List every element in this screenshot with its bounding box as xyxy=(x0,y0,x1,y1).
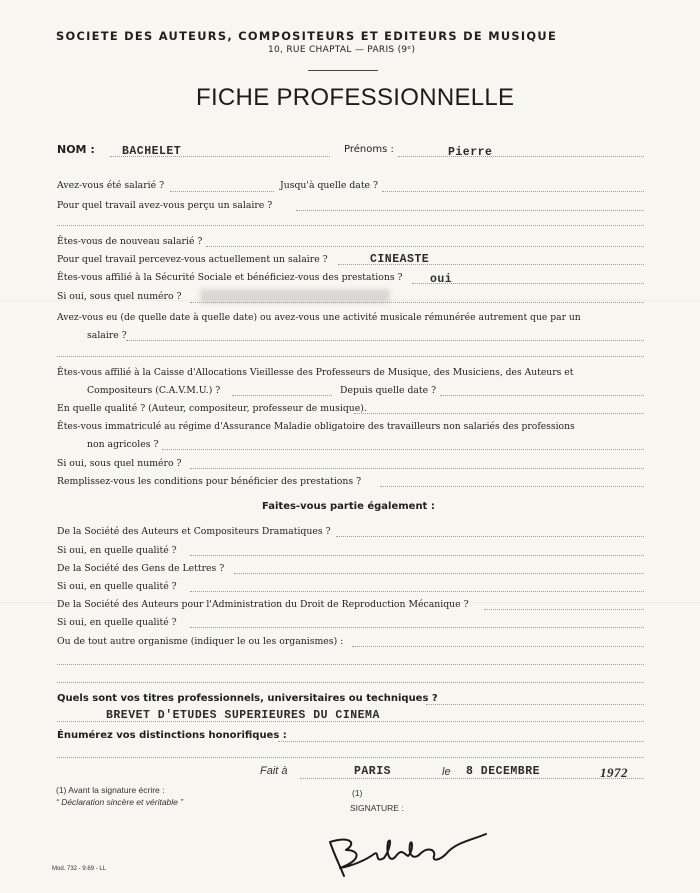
handwritten-signature xyxy=(300,820,490,880)
q-sgdl: De la Société des Gens de Lettres ? xyxy=(57,563,225,574)
nom-value: BACHELET xyxy=(122,145,182,158)
q-sdrm: De la Société des Auteurs pour l'Administration du Droit de Reproduction Mécanique ? xyxy=(57,599,469,610)
year-value: 1972 xyxy=(600,765,628,780)
prenoms-label: Prénoms : xyxy=(344,144,394,155)
q-activite-musicale-salaire: salaire ? xyxy=(87,330,127,341)
society-address: 10, RUE CHAPTAL — PARIS (9ᵉ) xyxy=(268,45,416,55)
society-name: SOCIETE DES AUTEURS, COMPOSITEURS ET EDITEURS DE MUSIQUE xyxy=(56,29,558,43)
form-reference: Mod. 732 - 9.69 - LL xyxy=(52,866,107,872)
q-sacd: De la Société des Auteurs et Compositeurs Dramatiques ? xyxy=(57,526,331,537)
fait-a-label: Fait à xyxy=(260,765,288,777)
q-prestations: Remplissez-vous les conditions pour bénéficier des prestations ? xyxy=(57,476,362,487)
q-travail-salaire: Pour quel travail avez-vous perçu un salaire ? xyxy=(57,200,273,211)
q-securite-sociale: Êtes-vous affilié à la Sécurité Sociale et bénéficiez-vous des prestations ? xyxy=(57,272,403,283)
q-qualite: En quelle qualité ? (Auteur, compositeur, professeur de musique). xyxy=(57,403,367,414)
q-travail-actuel: Pour quel travail percevez-vous actuellement un salaire ? xyxy=(57,254,328,265)
note-avant-signature: (1) Avant la signature écrire : xyxy=(56,785,165,795)
form-title: FICHE PROFESSIONNELLE xyxy=(196,84,515,111)
q-assurance-maladie: Êtes-vous immatriculé au régime d'Assurance Maladie obligatoire des travailleurs non salariés des professions xyxy=(57,421,575,432)
q-numero-am: Si oui, sous quel numéro ? xyxy=(57,458,182,469)
fait-a-place: PARIS xyxy=(354,765,392,778)
q-cavmu-compositeurs: Compositeurs (C.A.V.M.U.) ? xyxy=(87,385,221,396)
q-sdrm-qualite: Si oui, en quelle qualité ? xyxy=(57,617,177,628)
le-label: le xyxy=(442,766,451,778)
redacted-number xyxy=(200,289,390,303)
q-activite-musicale: Avez-vous eu (de quelle date à quelle date) ou avez-vous une activité musicale rémunérée autrement que par un xyxy=(57,312,581,323)
date-value: 8 DECEMBRE xyxy=(466,765,541,778)
header-divider xyxy=(308,70,378,71)
section-faites-vous-partie: Faites-vous partie également : xyxy=(262,501,435,512)
prenoms-value: Pierre xyxy=(448,146,493,159)
titres-heading: Quels sont vos titres professionnels, universitaires ou techniques ? xyxy=(57,693,438,704)
q-cavmu: Êtes-vous affilié à la Caisse d'Allocations Vieillesse des Professeurs de Musique, des Musiciens, des Auteurs et xyxy=(57,367,574,378)
q-salarie: Avez-vous été salarié ? xyxy=(57,180,165,191)
note-declaration: “ Déclaration sincère et véritable ” xyxy=(56,797,184,807)
q-non-agricoles: non agricoles ? xyxy=(87,439,159,450)
titres-answer: BREVET D'ETUDES SUPERIEURES DU CINEMA xyxy=(106,709,380,722)
q-sacd-qualite: Si oui, en quelle qualité ? xyxy=(57,545,177,556)
q-travail-actuel-answer: CINEASTE xyxy=(370,253,430,266)
signature-label: SIGNATURE : xyxy=(350,803,404,813)
q-securite-sociale-answer: oui xyxy=(430,273,453,286)
signature-marker: (1) xyxy=(352,788,363,798)
q-cavmu-depuis: Depuis quelle date ? xyxy=(340,385,437,396)
distinctions-heading: Énumérez vos distinctions honorifiques : xyxy=(57,730,287,741)
q-autre-organisme: Ou de tout autre organisme (indiquer le ou les organismes) : xyxy=(57,636,344,647)
nom-label: NOM : xyxy=(57,143,95,156)
q-numero-ss: Si oui, sous quel numéro ? xyxy=(57,291,182,302)
q-nouveau-salarie: Êtes-vous de nouveau salarié ? xyxy=(57,236,203,247)
q-sgdl-qualite: Si oui, en quelle qualité ? xyxy=(57,581,177,592)
q-jusqua-date: Jusqu'à quelle date ? xyxy=(280,180,378,191)
